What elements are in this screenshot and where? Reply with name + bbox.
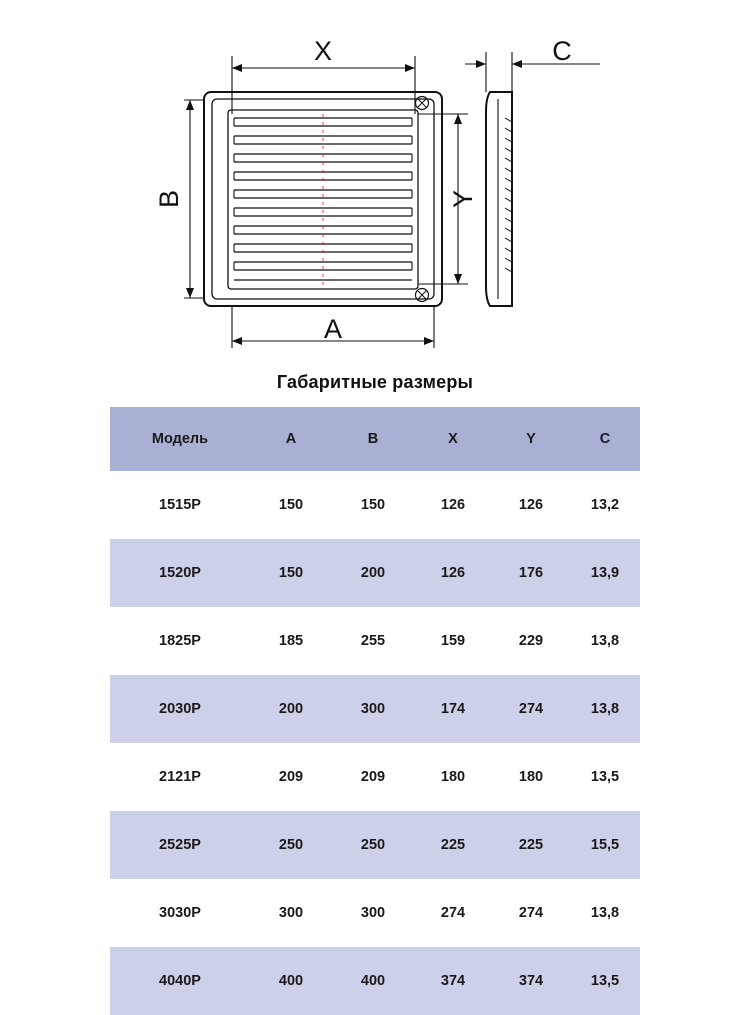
cell-y: 229 bbox=[518, 633, 544, 649]
cell-b: 300 bbox=[360, 905, 386, 921]
cell-b: 150 bbox=[360, 497, 386, 513]
dimensions-table-section bbox=[0, 372, 750, 1015]
cell-model: 2121Р bbox=[159, 769, 201, 785]
dimension-label-b: B bbox=[154, 189, 184, 209]
cell-y: 180 bbox=[518, 769, 544, 785]
technical-drawing bbox=[0, 0, 750, 375]
cell-model: 4040Р bbox=[159, 973, 201, 989]
dimensions-table bbox=[110, 407, 640, 1015]
cell-y: 274 bbox=[518, 701, 544, 717]
dimension-lines bbox=[184, 52, 600, 348]
column-header-x: X bbox=[448, 431, 458, 447]
grille-drawing-svg bbox=[0, 0, 750, 375]
cell-a: 300 bbox=[278, 905, 304, 921]
table-body bbox=[110, 471, 640, 1015]
cell-a: 400 bbox=[278, 973, 304, 989]
cell-x: 180 bbox=[440, 769, 466, 785]
table-row bbox=[110, 675, 640, 743]
table-row bbox=[110, 471, 640, 539]
side-profile-outline bbox=[486, 92, 512, 306]
dimension-label-x: X bbox=[313, 36, 333, 66]
cell-b: 255 bbox=[360, 633, 386, 649]
cell-b: 250 bbox=[360, 837, 386, 853]
cell-y: 225 bbox=[518, 837, 544, 853]
cell-a: 150 bbox=[278, 497, 304, 513]
column-header-a: A bbox=[285, 431, 297, 447]
column-header-b: B bbox=[367, 431, 379, 447]
table-row bbox=[110, 811, 640, 879]
cell-a: 209 bbox=[278, 769, 304, 785]
cell-c: 13,8 bbox=[590, 633, 620, 649]
cell-a: 150 bbox=[278, 565, 304, 581]
cell-c: 13,5 bbox=[590, 973, 620, 989]
cell-model: 1515Р bbox=[159, 497, 201, 513]
side-view bbox=[486, 92, 512, 306]
cell-y: 176 bbox=[518, 565, 544, 581]
column-header-c: C bbox=[599, 431, 611, 447]
cell-x: 126 bbox=[440, 565, 466, 581]
cell-x: 159 bbox=[440, 633, 466, 649]
cell-c: 15,5 bbox=[590, 837, 620, 853]
side-louver-ticks bbox=[505, 118, 512, 272]
dimension-label-y: Y bbox=[448, 189, 478, 209]
cell-x: 126 bbox=[440, 497, 466, 513]
cell-a: 185 bbox=[278, 633, 304, 649]
louver-slats bbox=[234, 118, 412, 280]
cell-y: 126 bbox=[518, 497, 544, 513]
cell-a: 200 bbox=[278, 701, 304, 717]
table-row bbox=[110, 539, 640, 607]
cell-y: 374 bbox=[518, 973, 544, 989]
cell-x: 174 bbox=[440, 701, 466, 717]
table-header-row bbox=[110, 407, 640, 471]
column-header-model: Модель bbox=[151, 431, 209, 447]
table-row bbox=[110, 743, 640, 811]
dimension-label-c: C bbox=[552, 36, 572, 66]
table-row bbox=[110, 607, 640, 675]
cell-a: 250 bbox=[278, 837, 304, 853]
cell-model: 2030Р bbox=[159, 701, 201, 717]
cell-model: 2525Р bbox=[159, 837, 201, 853]
cell-c: 13,8 bbox=[590, 905, 620, 921]
front-view bbox=[204, 92, 442, 306]
dimension-label-a: A bbox=[323, 314, 343, 344]
cell-b: 200 bbox=[360, 565, 386, 581]
cell-model: 1825Р bbox=[159, 633, 201, 649]
cell-b: 209 bbox=[360, 769, 386, 785]
table-header bbox=[110, 407, 640, 471]
cell-c: 13,9 bbox=[590, 565, 620, 581]
cell-model: 3030Р bbox=[159, 905, 201, 921]
cell-x: 274 bbox=[440, 905, 466, 921]
cell-c: 13,5 bbox=[590, 769, 620, 785]
table-row bbox=[110, 947, 640, 1015]
cell-b: 400 bbox=[360, 973, 386, 989]
table-row bbox=[110, 879, 640, 947]
cell-y: 274 bbox=[518, 905, 544, 921]
column-header-y: Y bbox=[526, 431, 536, 447]
cell-model: 1520Р bbox=[159, 565, 201, 581]
cell-b: 300 bbox=[360, 701, 386, 717]
table-title: Габаритные размеры bbox=[276, 372, 474, 392]
cell-c: 13,2 bbox=[590, 497, 620, 513]
cell-c: 13,8 bbox=[590, 701, 620, 717]
cell-x: 374 bbox=[440, 973, 466, 989]
cell-x: 225 bbox=[440, 837, 466, 853]
